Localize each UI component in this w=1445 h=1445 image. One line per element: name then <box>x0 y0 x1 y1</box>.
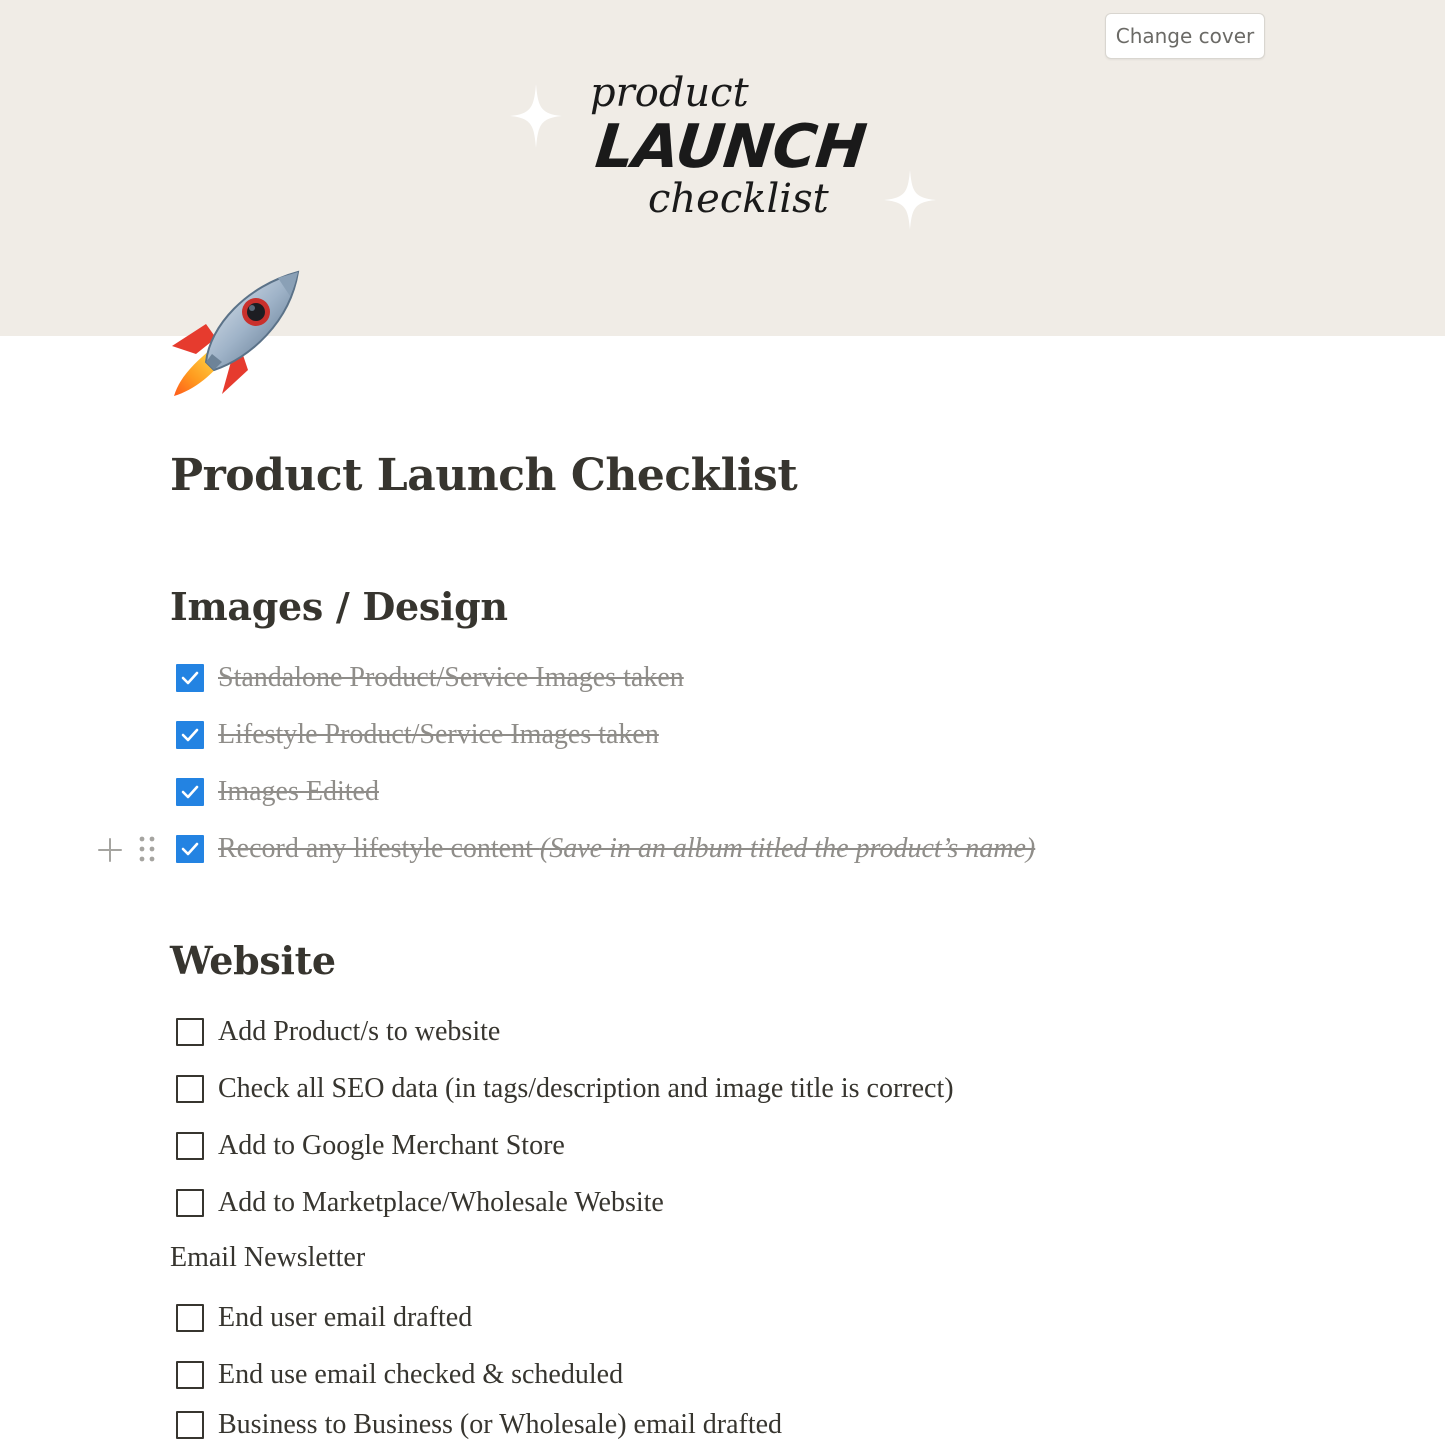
cover-title-checklist: checklist <box>648 176 829 222</box>
checkbox-unchecked[interactable] <box>176 1132 204 1160</box>
add-block-icon[interactable] <box>96 836 124 864</box>
checkmark-icon <box>181 728 199 742</box>
checkbox-checked[interactable] <box>176 835 204 863</box>
todo-item <box>172 1298 472 1338</box>
todo-item <box>172 715 659 755</box>
todo-text[interactable]: Add to Google Merchant Store <box>218 1130 565 1161</box>
checkbox-checked[interactable] <box>176 664 204 692</box>
sparkle-icon <box>510 84 562 148</box>
email-newsletter-label[interactable]: Email Newsletter <box>170 1242 366 1273</box>
todo-text[interactable]: Add to Marketplace/Wholesale Website <box>218 1187 664 1218</box>
checkbox-checked[interactable] <box>176 721 204 749</box>
checkbox-checked[interactable] <box>176 778 204 806</box>
checkbox-unchecked[interactable] <box>176 1304 204 1332</box>
todo-item <box>172 1126 565 1166</box>
change-cover-button[interactable]: Change cover <box>1105 13 1265 59</box>
todo-item <box>172 772 379 812</box>
checkbox-unchecked[interactable] <box>176 1189 204 1217</box>
checkmark-icon <box>181 785 199 799</box>
todo-text[interactable]: Images Edited <box>218 776 379 807</box>
todo-item <box>172 1069 954 1109</box>
todo-item <box>172 1405 782 1445</box>
checkbox-unchecked[interactable] <box>176 1361 204 1389</box>
todo-text[interactable]: Business to Business (or Wholesale) email drafted <box>218 1409 783 1440</box>
rocket-icon[interactable] <box>166 266 306 402</box>
cover-title-launch: LAUNCH <box>592 112 869 182</box>
checkmark-icon <box>181 671 199 685</box>
checkbox-unchecked[interactable] <box>176 1018 204 1046</box>
section-heading-website[interactable]: Website <box>170 938 336 983</box>
sparkle-icon <box>884 170 936 230</box>
todo-text-main: Record any lifestyle content <box>218 833 540 864</box>
drag-handle-icon[interactable] <box>138 834 156 864</box>
todo-text[interactable]: End use email checked & scheduled <box>218 1359 624 1390</box>
todo-text[interactable]: Add Product/s to website <box>218 1016 501 1047</box>
todo-text[interactable]: Check all SEO data (in tags/description and image title is correct) <box>218 1073 954 1104</box>
todo-text[interactable]: Standalone Product/Service Images taken <box>218 662 684 693</box>
checkmark-icon <box>181 842 199 856</box>
page-title[interactable]: Product Launch Checklist <box>170 450 798 501</box>
todo-item <box>172 658 684 698</box>
cover-title-product: product <box>590 70 749 116</box>
todo-note: (Save in an album titled the product’s name) <box>539 833 1036 864</box>
todo-text[interactable] <box>218 833 1035 865</box>
todo-text[interactable]: Lifestyle Product/Service Images taken <box>218 719 659 750</box>
todo-text[interactable]: End user email drafted <box>218 1302 473 1333</box>
todo-item <box>172 1355 623 1395</box>
todo-item <box>172 1012 500 1052</box>
checkbox-unchecked[interactable] <box>176 1411 204 1439</box>
checkbox-unchecked[interactable] <box>176 1075 204 1103</box>
todo-item <box>172 1183 664 1223</box>
section-heading-images[interactable]: Images / Design <box>170 584 508 629</box>
todo-item <box>172 829 1035 869</box>
